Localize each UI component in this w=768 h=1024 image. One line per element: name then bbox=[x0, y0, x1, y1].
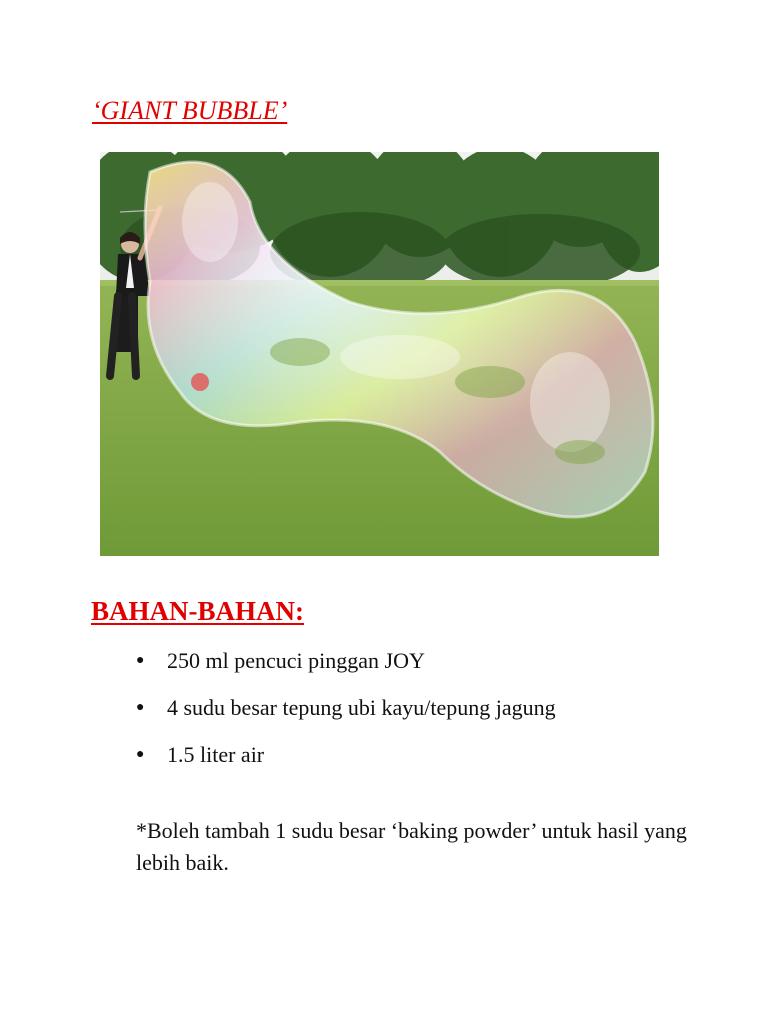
ingredients-heading: BAHAN-BAHAN: bbox=[91, 596, 304, 626]
ingredient-text: 4 sudu besar tepung ubi kayu/tepung jagung bbox=[167, 695, 556, 720]
ingredient-text: 250 ml pencuci pinggan JOY bbox=[167, 648, 425, 673]
page-title: ‘GIANT BUBBLE’ bbox=[92, 96, 288, 125]
ingredient-text: 1.5 liter air bbox=[167, 742, 265, 767]
bullet-icon: ● bbox=[136, 653, 145, 668]
bullet-icon: ● bbox=[136, 747, 145, 762]
bullet-icon: ● bbox=[136, 700, 145, 715]
note-text: *Boleh tambah 1 sudu besar ‘baking powder’ untuk hasil yang lebih baik. bbox=[136, 818, 687, 875]
giant-bubble-photo bbox=[100, 152, 659, 556]
